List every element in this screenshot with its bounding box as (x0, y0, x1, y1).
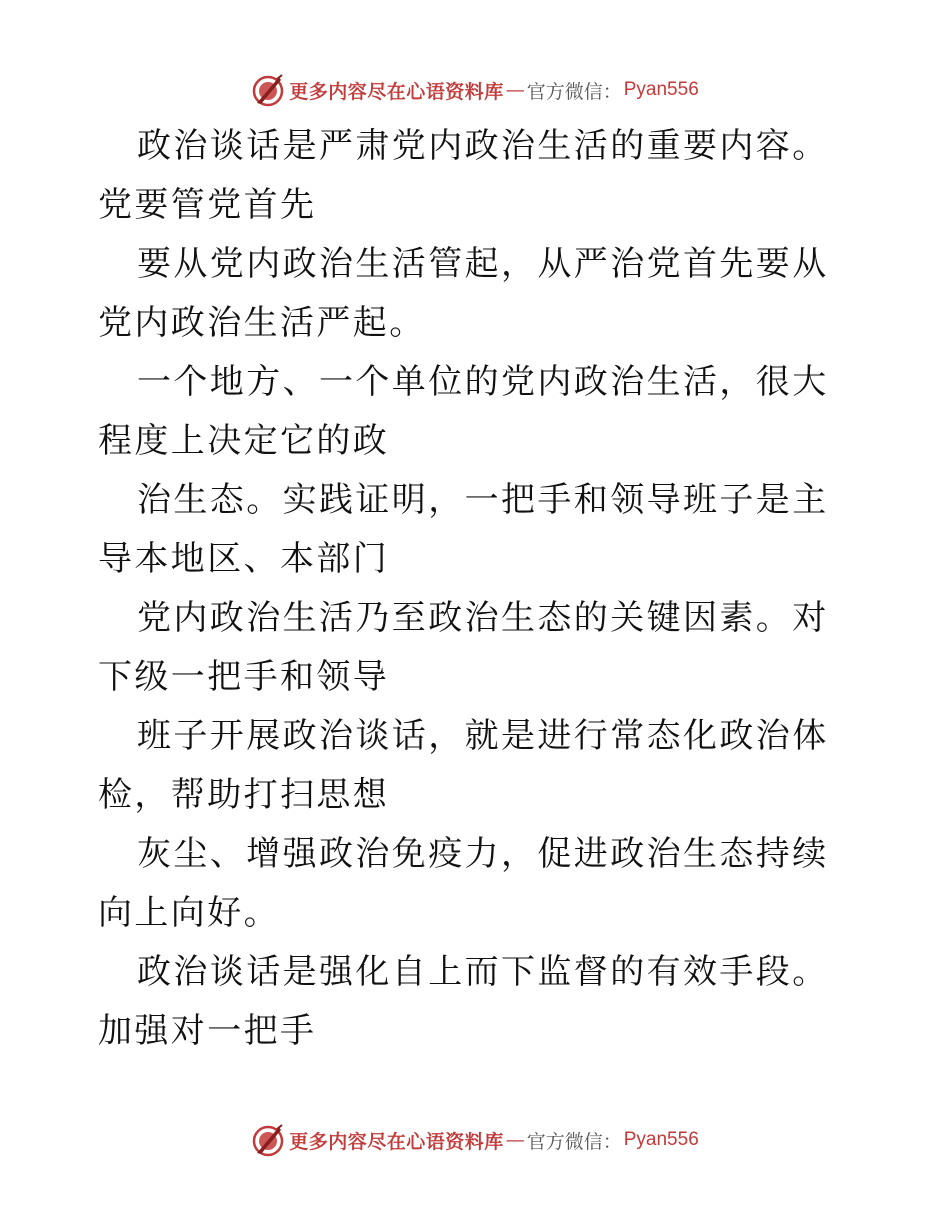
header-watermark (0, 70, 950, 110)
footer-watermark (0, 1120, 950, 1160)
quill-logo-icon (251, 1123, 285, 1157)
document-body (98, 117, 858, 1061)
paragraph-1: 政治谈话是严肃党内政治生活的重要内容。党要管党首先 (98, 126, 829, 225)
paragraph-7: 灰尘、增强政治免疫力，促进政治生态持续向上向好。 (98, 834, 829, 933)
quill-logo-icon (251, 73, 285, 107)
paragraph-4: 治生态。实践证明，一把手和领导班子是主导本地区、本部门 (98, 480, 829, 579)
paragraph-6: 班子开展政治谈话，就是进行常态化政治体检，帮助打扫思想 (98, 716, 829, 815)
watermark-main-text: 更多内容尽在心语资料库 (289, 1130, 504, 1153)
paragraph-8: 政治谈话是强化自上而下监督的有效手段。加强对一把手 (98, 952, 829, 1051)
watermark-wechat-id: Pyan556 (623, 1129, 699, 1150)
watermark-official-label: 官方微信： (526, 1130, 622, 1153)
paragraph-5: 党内政治生活乃至政治生态的关键因素。对下级一把手和领导 (98, 598, 829, 697)
watermark-official-label: 官方微信： (526, 80, 622, 103)
paragraph-3: 一个地方、一个单位的党内政治生活，很大程度上决定它的政 (98, 362, 829, 461)
watermark-wechat-id: Pyan556 (623, 79, 699, 100)
paragraph-2: 要从党内政治生活管起，从严治党首先要从党内政治生活严起。 (98, 244, 829, 343)
watermark-dash: — (505, 79, 525, 101)
watermark-dash: — (505, 1129, 525, 1151)
watermark-main-text: 更多内容尽在心语资料库 (289, 80, 504, 103)
